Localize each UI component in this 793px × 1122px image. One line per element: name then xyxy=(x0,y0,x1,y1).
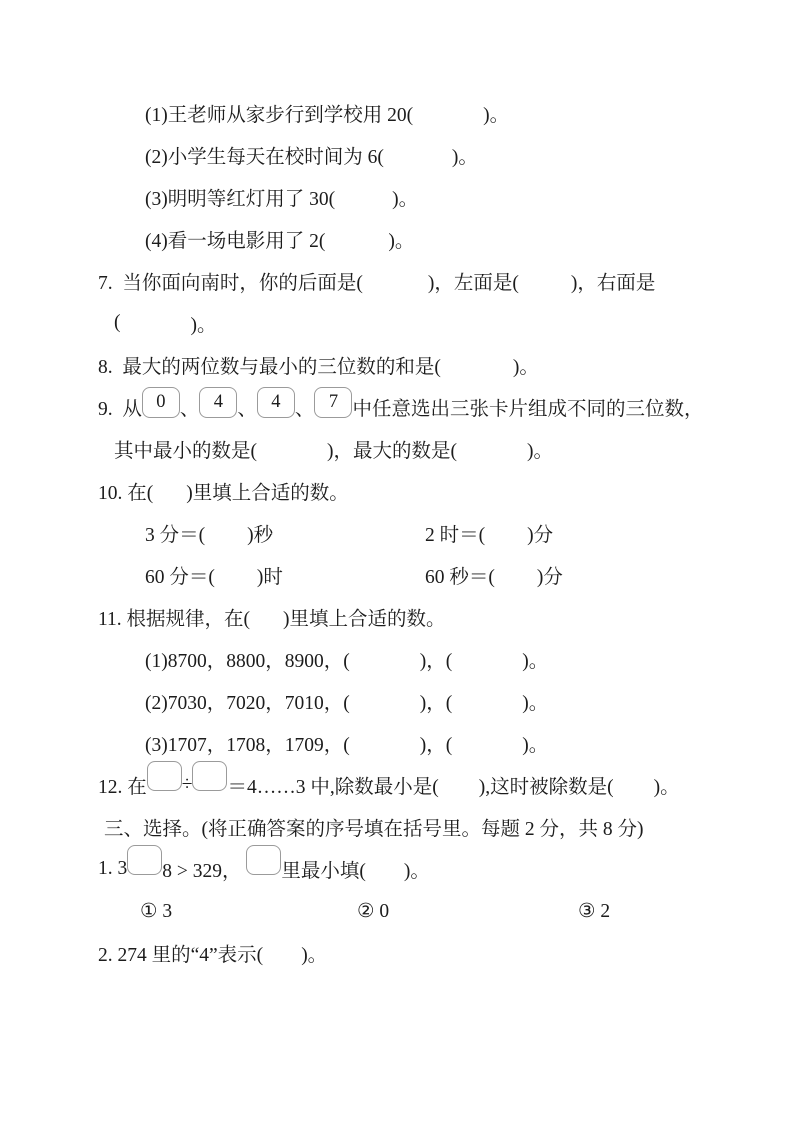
text-run: 三、选择。(将正确答案的序号填在括号里。每题 2 分，共 8 分) xyxy=(104,819,644,840)
text-run: )。 xyxy=(527,441,553,462)
question-10-row-2 xyxy=(0,554,793,596)
question-7-continuation xyxy=(0,302,793,344)
text-run: 其中最小的数是( xyxy=(114,441,257,462)
text-run: )。 xyxy=(301,945,328,966)
question-9-continuation xyxy=(0,428,793,470)
answer-blank xyxy=(441,364,513,366)
text-run: 9. 从 xyxy=(98,399,142,420)
question-11-item-3 xyxy=(0,722,793,764)
question-10-row-1 xyxy=(0,512,793,554)
section-3-header xyxy=(0,806,793,848)
text-run: )，( xyxy=(419,735,453,756)
text-run: )。 xyxy=(483,105,510,126)
answer-blank xyxy=(495,581,537,583)
text-run: )。 xyxy=(522,693,549,714)
question-8 xyxy=(0,344,793,386)
text-run: )，左面是( xyxy=(427,273,519,294)
text-run: )。 xyxy=(388,231,415,252)
text-run: )。 xyxy=(451,147,478,168)
text-run: 2. 274 里的“4”表示( xyxy=(98,945,264,966)
answer-blank xyxy=(257,448,327,450)
answer-blank xyxy=(325,238,388,240)
text-run: 2 时＝( xyxy=(425,525,486,546)
text-run: )秒 xyxy=(247,525,274,546)
question-10-row-1-col-2 xyxy=(425,519,553,547)
text-run: 、 xyxy=(237,399,257,420)
answer-blank xyxy=(205,532,247,534)
text-run: )分 xyxy=(527,525,554,546)
text-run: )。 xyxy=(190,315,217,336)
text-run: (2)7030，7020，7010，( xyxy=(145,693,350,714)
text-run: (1)王老师从家步行到学校用 20( xyxy=(145,105,414,126)
answer-blank xyxy=(519,280,571,282)
text-run: ③ 2 xyxy=(578,901,611,922)
fill-blank-item-3 xyxy=(0,176,793,218)
question-9 xyxy=(0,386,793,428)
answer-blank xyxy=(350,658,420,660)
text-run: )里填上合适的数。 xyxy=(186,483,349,504)
answer-blank xyxy=(452,700,522,702)
choice-options-row xyxy=(0,890,793,932)
question-12 xyxy=(0,764,793,806)
question-11-item-2 xyxy=(0,680,793,722)
text-run: 中任意选出三张卡片组成不同的三位数， xyxy=(352,399,704,420)
answer-blank xyxy=(366,868,404,870)
text-run: ＝4……3 中,除数最小是( xyxy=(227,777,439,798)
text-run: 里最小填( xyxy=(281,861,366,882)
answer-blank xyxy=(363,280,428,282)
text-run: )分 xyxy=(536,567,563,588)
text-run: )，最大的数是( xyxy=(327,441,457,462)
choice-question-1 xyxy=(0,848,793,890)
answer-blank xyxy=(215,574,257,576)
number-card: 7 xyxy=(314,387,352,418)
text-run: 、 xyxy=(179,399,200,420)
text-run: ÷ xyxy=(181,774,193,795)
answer-blank xyxy=(121,322,191,324)
answer-blank xyxy=(452,658,522,660)
text-run: ① 3 xyxy=(140,901,173,922)
question-11 xyxy=(0,596,793,638)
answer-blank xyxy=(335,196,392,198)
text-run: 8. 最大的两位数与最小的三位数的和是( xyxy=(98,357,441,378)
answer-blank xyxy=(263,952,301,954)
question-7 xyxy=(0,260,793,302)
text-run: )。 xyxy=(403,861,430,882)
text-run: (2)小学生每天在校时间为 6( xyxy=(145,147,384,168)
text-run: 10. 在( xyxy=(98,483,154,504)
empty-box xyxy=(246,845,281,875)
choice-question-2 xyxy=(0,932,793,974)
number-card: 4 xyxy=(257,387,295,418)
text-run: (3)明明等红灯用了 30( xyxy=(145,189,336,210)
text-run: )，右面是 xyxy=(570,273,656,294)
text-run: (3)1707，1708，1709，( xyxy=(145,735,350,756)
answer-blank xyxy=(384,154,452,156)
text-run: 、 xyxy=(294,399,315,420)
text-run: ② 0 xyxy=(357,901,390,922)
question-10 xyxy=(0,470,793,512)
answer-blank xyxy=(485,539,527,541)
empty-box xyxy=(147,761,182,791)
text-run: 60 秒＝( xyxy=(425,567,495,588)
choice-option-3 xyxy=(578,899,610,923)
empty-box xyxy=(192,761,227,791)
question-10-row-2-col-2 xyxy=(425,561,563,589)
answer-blank xyxy=(439,784,479,786)
empty-box xyxy=(127,845,162,875)
text-run: ),这时被除数是( xyxy=(478,777,614,798)
question-11-item-1 xyxy=(0,638,793,680)
answer-blank xyxy=(457,448,527,450)
fill-blank-item-2 xyxy=(0,134,793,176)
text-run: 1. 3 xyxy=(98,858,128,879)
text-run: 8 > 329， xyxy=(162,861,247,882)
text-run: )时 xyxy=(256,567,283,588)
choice-option-2 xyxy=(357,899,389,923)
text-run: )，( xyxy=(419,651,453,672)
answer-blank xyxy=(350,700,420,702)
text-run: )。 xyxy=(392,189,419,210)
answer-blank xyxy=(250,616,283,618)
text-run: ( xyxy=(114,312,121,333)
text-run: )。 xyxy=(522,651,549,672)
text-run: 3 分＝( xyxy=(145,525,206,546)
answer-blank xyxy=(452,742,522,744)
choice-option-1 xyxy=(140,899,172,923)
text-run: )。 xyxy=(512,357,539,378)
answer-blank xyxy=(614,784,654,786)
text-run: (4)看一场电影用了 2( xyxy=(145,231,326,252)
number-card: 0 xyxy=(142,387,180,418)
fill-blank-item-1 xyxy=(0,92,793,134)
answer-blank xyxy=(413,112,483,114)
text-run: )。 xyxy=(522,735,549,756)
text-run: (1)8700，8800，8900，( xyxy=(145,651,350,672)
answer-blank xyxy=(350,742,420,744)
answer-blank xyxy=(153,490,186,492)
text-run: )，( xyxy=(419,693,453,714)
text-run: 12. 在 xyxy=(98,777,147,798)
text-run: 7. 当你面向南时，你的后面是( xyxy=(98,273,363,294)
text-run: 11. 根据规律，在( xyxy=(98,609,251,630)
fill-blank-item-4 xyxy=(0,218,793,260)
number-card: 4 xyxy=(199,387,237,418)
text-run: 60 分＝( xyxy=(145,567,215,588)
text-run: )里填上合适的数。 xyxy=(283,609,446,630)
text-run: )。 xyxy=(653,777,680,798)
